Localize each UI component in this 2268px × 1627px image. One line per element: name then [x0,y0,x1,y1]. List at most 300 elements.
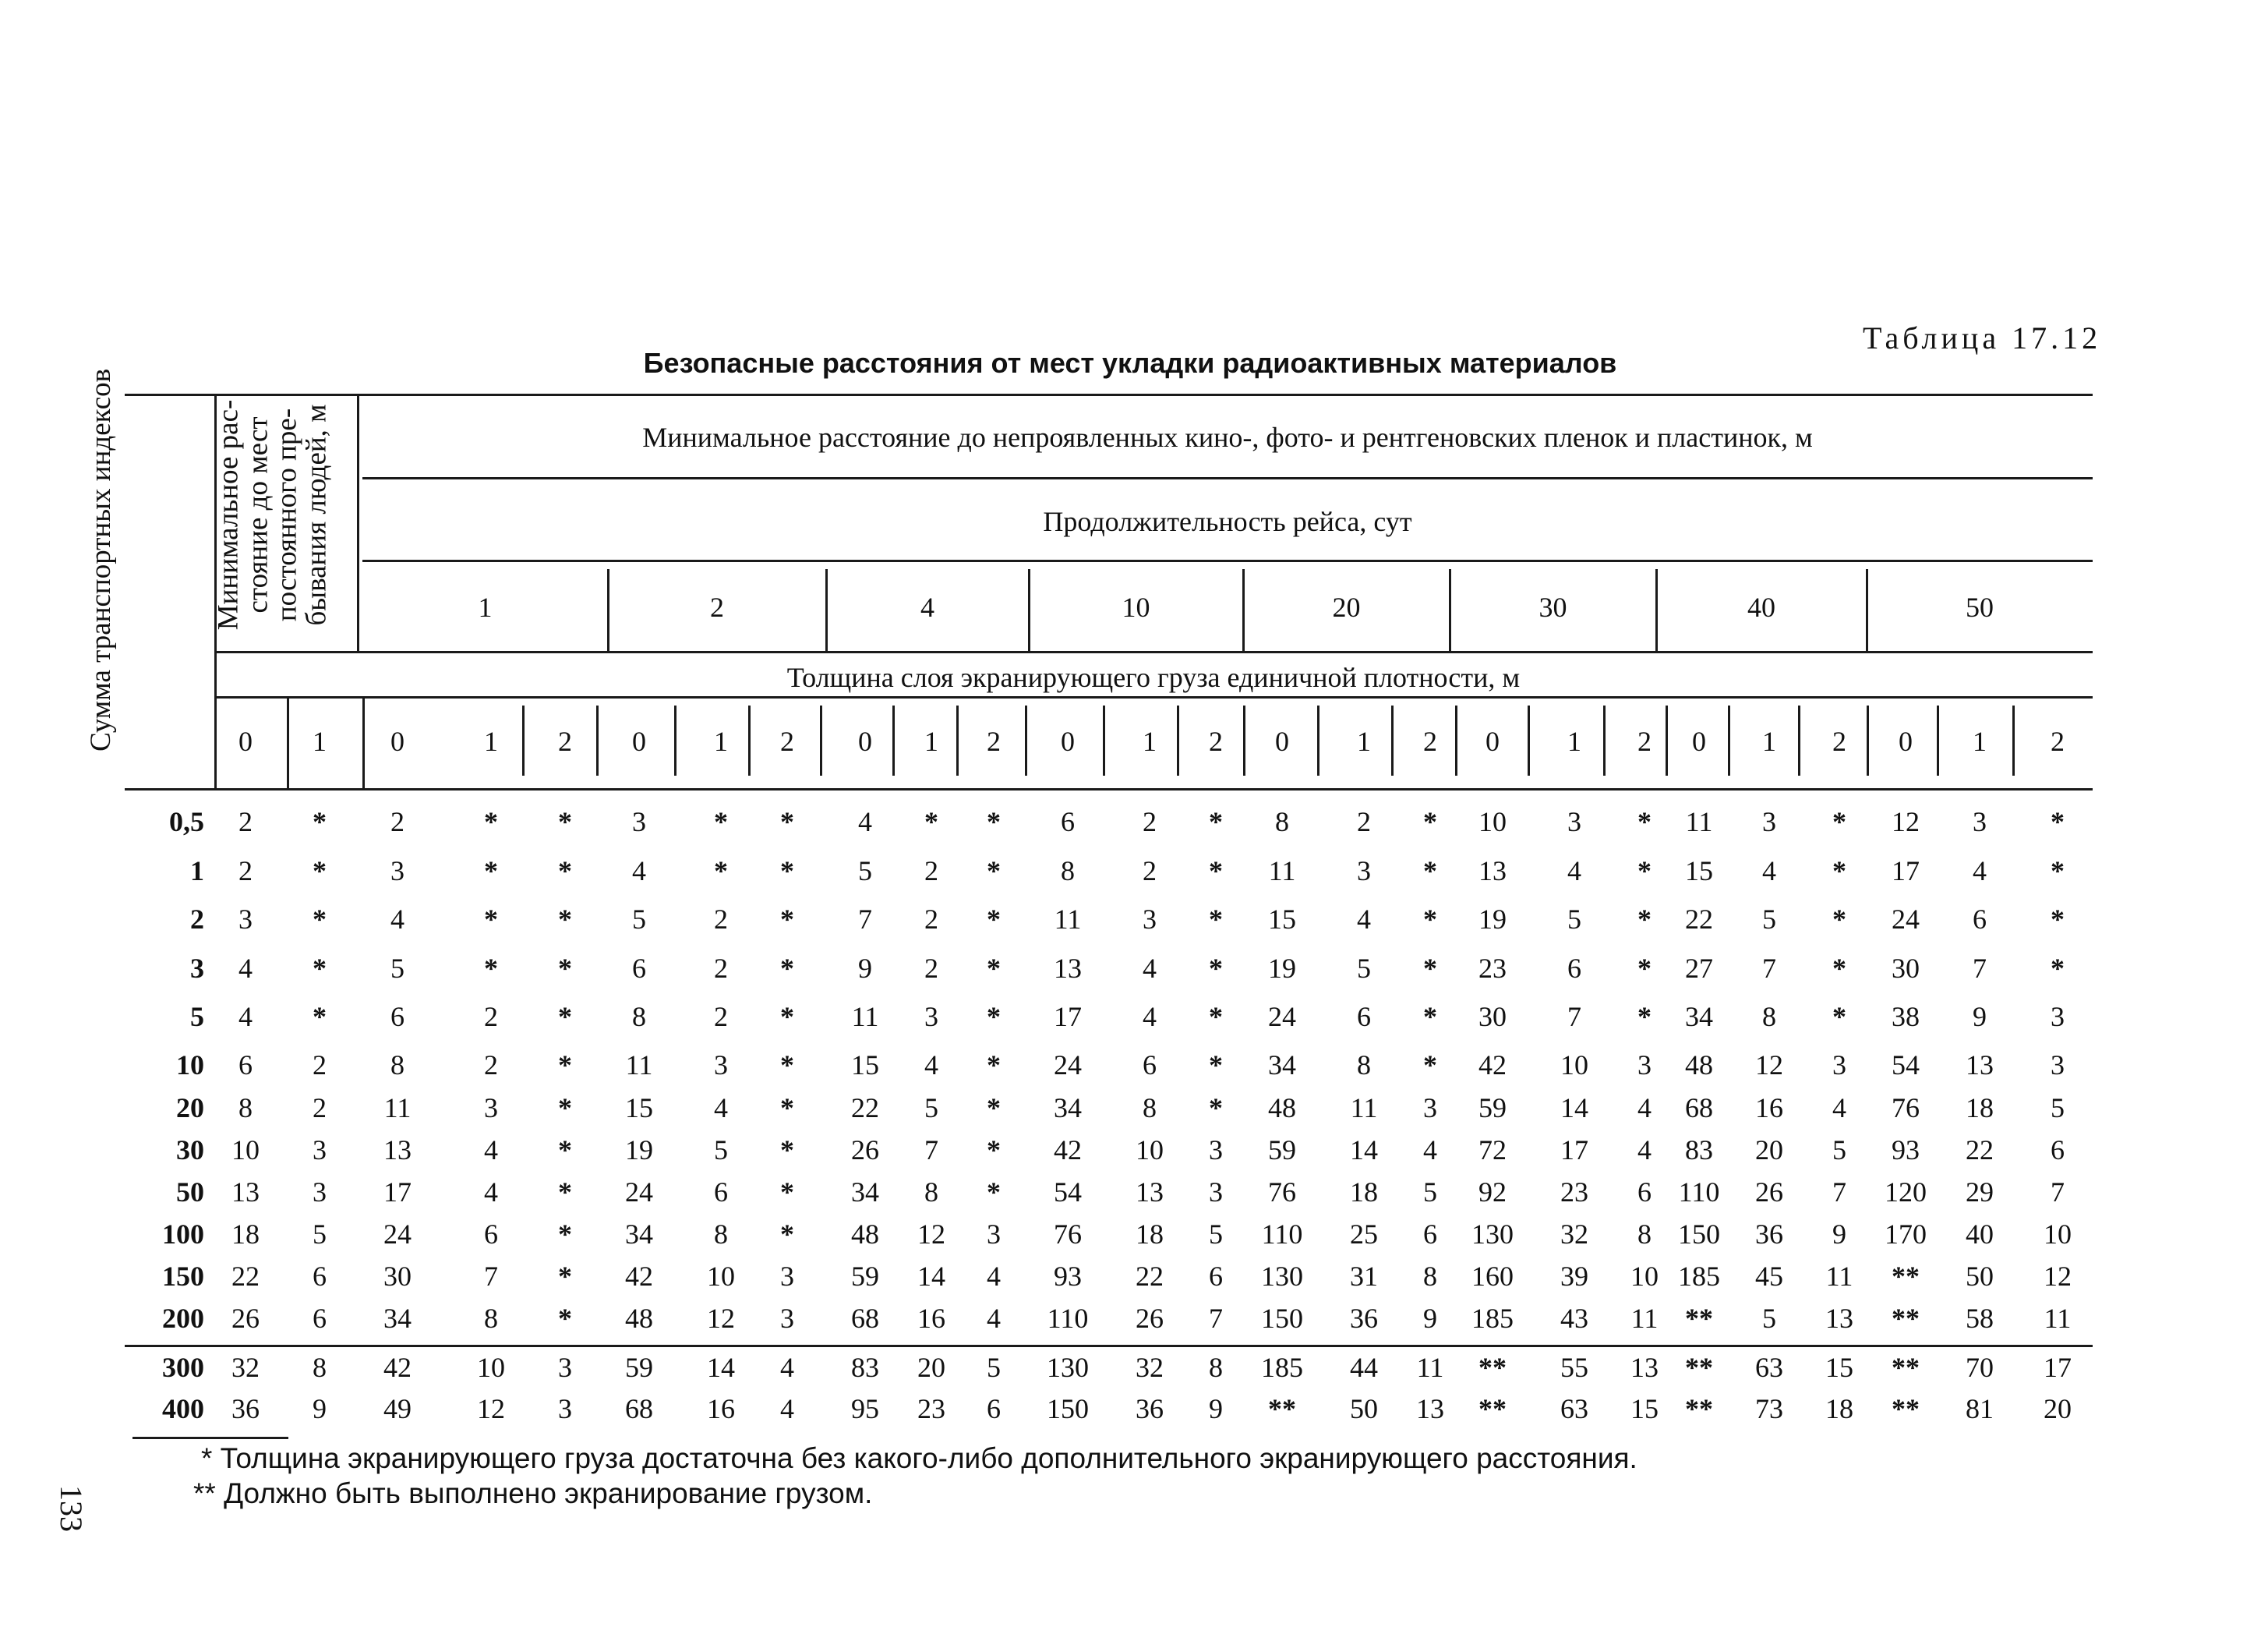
table-cell: 3 [2051,1049,2065,1081]
table-cell: 7 [1762,953,1776,984]
table-cell: 50 [1966,1261,1994,1292]
table-cell: 13 [1416,1393,1444,1424]
table-cell: 6 [1357,1001,1371,1032]
table-cell: 3 [238,904,253,935]
table-cell: 16 [1755,1092,1783,1123]
table-cell: 32 [1560,1218,1588,1250]
table-cell: 14 [1350,1134,1378,1165]
table-cell: 22 [1966,1134,1994,1165]
table-cell: ** [1892,1261,1920,1292]
table-cell: 49 [383,1393,412,1424]
table-cell: 59 [1268,1134,1296,1165]
table-cell: 8 [924,1176,938,1208]
table-cell: 76 [1892,1092,1920,1123]
table-cell: 3 [780,1303,794,1334]
duration-label: 20 [1332,592,1361,623]
rule-top [125,394,2093,396]
table-cell: * [1637,904,1652,935]
table-cell: 4 [1637,1092,1652,1123]
table-cell: * [484,953,498,984]
table-cell: 4 [1973,855,1987,886]
table-cell: 12 [917,1218,945,1250]
table-cell: 5 [924,1092,938,1123]
row-index: 300 [162,1352,204,1383]
table-cell: 9 [1973,1001,1987,1032]
table-cell: 9 [858,953,872,984]
rule-thickness [214,696,2093,699]
table-cell: 76 [1054,1218,1082,1250]
table-cell: 23 [917,1393,945,1424]
vline-sub-13 [1243,706,1245,776]
table-cell: * [558,806,572,837]
table-cell: 19 [1268,953,1296,984]
table-cell: 11 [851,1001,879,1032]
table-cell: 16 [917,1303,945,1334]
table-cell: 63 [1560,1393,1588,1424]
table-cell: 2 [924,855,938,886]
row-index: 2 [190,904,204,935]
table-cell: 12 [1892,806,1920,837]
table-cell: 17 [1054,1001,1082,1032]
vline-sub-20 [1728,706,1730,776]
row-index: 10 [176,1049,204,1081]
table-cell: 13 [1136,1176,1164,1208]
table-cell: * [1832,1001,1846,1032]
table-cell: 23 [1478,953,1507,984]
rule-bottom [132,1437,288,1439]
vline-sub-9 [956,706,959,776]
table-cell: 2 [714,953,728,984]
duration-label: 1 [478,592,493,623]
table-cell: 11 [1416,1352,1444,1383]
table-cell: 2 [1143,806,1157,837]
table-cell: 12 [477,1393,505,1424]
table-cell: 10 [1478,806,1507,837]
table-cell: 83 [1685,1134,1713,1165]
duration-label: 4 [920,592,934,623]
table-cell: * [1209,806,1223,837]
table-cell: * [1423,1049,1437,1081]
vline-duration-1 [825,569,828,651]
table-cell: 3 [313,1176,327,1208]
table-cell: 11 [1630,1303,1659,1334]
table-cell: * [780,1092,794,1123]
row-index: 200 [162,1303,204,1334]
table-cell: 6 [632,953,646,984]
table-cell: 13 [1966,1049,1994,1081]
table-cell: 42 [625,1261,653,1292]
table-cell: 15 [1630,1393,1659,1424]
table-cell: 18 [1350,1176,1378,1208]
table-cell: 36 [231,1393,260,1424]
table-cell: 59 [625,1352,653,1383]
table-cell: 4 [1567,855,1581,886]
thickness-sub-label: 0 [1061,726,1075,757]
table-cell: 6 [313,1303,327,1334]
table-cell: ** [1478,1393,1507,1424]
thickness-sub-label: 0 [1275,726,1289,757]
table-cell: 2 [1357,806,1371,837]
table-cell: * [2051,855,2065,886]
table-cell: ** [1685,1303,1713,1334]
table-cell: 185 [1471,1303,1514,1334]
table-cell: 27 [1685,953,1713,984]
table-cell: 8 [1637,1218,1652,1250]
thickness-sub-label: 1 [1973,726,1987,757]
table-cell: 26 [1136,1303,1164,1334]
table-cell: * [780,1001,794,1032]
table-cell: 59 [851,1261,879,1292]
table-cell: * [1832,855,1846,886]
table-cell: 30 [1478,1001,1507,1032]
vline-sub-3 [522,706,525,776]
thickness-sub-label: 2 [1832,726,1846,757]
table-cell: * [558,904,572,935]
table-cell: 6 [1567,953,1581,984]
vline-sub-5 [674,706,677,776]
table-cell: 39 [1560,1261,1588,1292]
rule-duration-header [362,560,2093,562]
table-cell: 13 [1825,1303,1853,1334]
table-cell: 4 [780,1393,794,1424]
table-label: Таблица 17.12 [1863,320,2102,355]
table-cell: 4 [1762,855,1776,886]
table-cell: 4 [484,1176,498,1208]
table-cell: * [987,806,1001,837]
table-cell: 22 [1685,904,1713,935]
table-cell: 2 [313,1049,327,1081]
row-index: 3 [190,953,204,984]
table-cell: 4 [1832,1092,1846,1123]
table-cell: 3 [1209,1176,1223,1208]
vline-sub-6 [748,706,751,776]
table-cell: * [924,806,938,837]
table-cell: 7 [484,1261,498,1292]
table-cell: 48 [1268,1092,1296,1123]
table-cell: 68 [625,1393,653,1424]
table-cell: * [558,1092,572,1123]
table-cell: 42 [1478,1049,1507,1081]
table-cell: 11 [1825,1261,1853,1292]
table-cell: * [1423,806,1437,837]
table-cell: 2 [1143,855,1157,886]
table-cell: 110 [1261,1218,1303,1250]
table-cell: 8 [1061,855,1075,886]
duration-label: 2 [710,592,724,623]
table-cell: 6 [714,1176,728,1208]
table-cell: 34 [1268,1049,1296,1081]
vline-duration-4 [1449,569,1451,651]
table-cell: 17 [1892,855,1920,886]
table-cell: 5 [714,1134,728,1165]
table-cell: 11 [625,1049,653,1081]
table-cell: 185 [1261,1352,1303,1383]
duration-label: 10 [1122,592,1150,623]
table-cell: 5 [987,1352,1001,1383]
table-cell: 6 [238,1049,253,1081]
table-cell: 32 [231,1352,260,1383]
table-cell: * [780,1049,794,1081]
thickness-sub-label: 2 [1209,726,1223,757]
table-cell: 150 [1678,1218,1720,1250]
table-cell: 4 [858,806,872,837]
table-cell: 5 [1762,904,1776,935]
vline-sub-23 [1937,706,1939,776]
table-cell: 6 [484,1218,498,1250]
table-cell: 50 [1350,1393,1378,1424]
table-cell: 12 [2044,1261,2072,1292]
table-cell: 95 [851,1393,879,1424]
table-cell: 16 [707,1393,735,1424]
table-cell: 3 [1762,806,1776,837]
table-cell: * [2051,904,2065,935]
column-header-min-people: Минимальное рас- стояние до мест постоянного пре- бывания людей, м [212,399,333,631]
table-cell: ** [1892,1303,1920,1334]
table-cell: 5 [1832,1134,1846,1165]
thickness-sub-label: 2 [2051,726,2065,757]
row-index: 5 [190,1001,204,1032]
thickness-sub-label: 2 [987,726,1001,757]
table-cell: 6 [1143,1049,1157,1081]
table-cell: 25 [1350,1218,1378,1250]
table-cell: ** [1685,1352,1713,1383]
table-cell: * [558,855,572,886]
table-cell: 10 [2044,1218,2072,1250]
table-cell: * [558,1303,572,1334]
vline-min [357,394,359,651]
table-cell: * [313,953,327,984]
row-index: 1 [190,855,204,886]
table-cell: 9 [1423,1303,1437,1334]
table-cell: 14 [1560,1092,1588,1123]
table-cell: 3 [1973,806,1987,837]
table-cell: 14 [917,1261,945,1292]
duration-label: 50 [1966,592,1994,623]
table-cell: 4 [987,1261,1001,1292]
table-cell: * [1832,806,1846,837]
thickness-sub-label: 1 [313,726,327,757]
table-cell: 2 [238,806,253,837]
table-cell: 110 [1678,1176,1720,1208]
table-cell: 7 [1832,1176,1846,1208]
vline-sub-14 [1317,706,1319,776]
table-cell: * [1209,1049,1223,1081]
table-cell: * [313,904,327,935]
table-cell: 5 [390,953,404,984]
table-cell: 4 [238,953,253,984]
table-cell: 15 [1685,855,1713,886]
table-cell: * [558,1261,572,1292]
table-cell: 7 [924,1134,938,1165]
row-index: 150 [162,1261,204,1292]
table-cell: 3 [1637,1049,1652,1081]
table-cell: 130 [1471,1218,1514,1250]
table-cell: 43 [1560,1303,1588,1334]
table-cell: 59 [1478,1092,1507,1123]
table-cell: 3 [987,1218,1001,1250]
table-cell: 22 [231,1261,260,1292]
table-cell: 2 [484,1001,498,1032]
table-cell: * [313,855,327,886]
thickness-sub-label: 1 [1143,726,1157,757]
table-cell: 4 [1143,1001,1157,1032]
table-cell: 130 [1261,1261,1303,1292]
vline-duration-2 [1028,569,1030,651]
table-cell: 44 [1350,1352,1378,1383]
table-cell: * [987,953,1001,984]
table-cell: 5 [1423,1176,1437,1208]
table-cell: * [313,806,327,837]
table-cell: * [558,1134,572,1165]
table-cell: 11 [1685,806,1713,837]
table-cell: 2 [714,1001,728,1032]
table-cell: 8 [632,1001,646,1032]
table-cell: 9 [1209,1393,1223,1424]
table-cell: 2 [313,1092,327,1123]
table-cell: 23 [1560,1176,1588,1208]
thickness-sub-label: 1 [1357,726,1371,757]
table-cell: 120 [1885,1176,1927,1208]
table-cell: * [987,1049,1001,1081]
table-cell: 3 [714,1049,728,1081]
rule-film-header [362,477,2093,479]
table-cell: 73 [1755,1393,1783,1424]
table-cell: * [558,1049,572,1081]
table-cell: 20 [2044,1393,2072,1424]
table-cell: * [1209,904,1223,935]
table-cell: * [558,1176,572,1208]
table-cell: 5 [632,904,646,935]
table-cell: 17 [2044,1352,2072,1383]
table-cell: 15 [1825,1352,1853,1383]
column-header-shield-thickness: Толщина слоя экранирующего груза единичной плотности, м [786,662,1521,693]
table-cell: * [484,806,498,837]
row-index: 50 [176,1176,204,1208]
table-cell: * [987,1001,1001,1032]
table-cell: 8 [1143,1092,1157,1123]
table-cell: 18 [1136,1218,1164,1250]
table-cell: 6 [1423,1218,1437,1250]
table-cell: 7 [2051,1176,2065,1208]
vline-duration-0 [607,569,609,651]
table-cell: 54 [1054,1176,1082,1208]
table-cell: 19 [1478,904,1507,935]
table-cell: * [987,904,1001,935]
vline-duration-5 [1655,569,1658,651]
table-cell: 2 [714,904,728,935]
table-cell: 7 [1973,953,1987,984]
table-cell: 17 [383,1176,412,1208]
table-cell: 34 [1054,1092,1082,1123]
table-cell: 5 [858,855,872,886]
table-cell: 24 [1054,1049,1082,1081]
row-index: 0,5 [169,806,204,837]
table-cell: 12 [1755,1049,1783,1081]
thickness-sub-label: 2 [558,726,572,757]
table-cell: 31 [1350,1261,1378,1292]
table-cell: 70 [1966,1352,1994,1383]
table-cell: * [987,1092,1001,1123]
table-cell: 22 [851,1092,879,1123]
table-cell: 13 [383,1134,412,1165]
vline-people-film [362,698,365,788]
column-header-trip-duration: Продолжительность рейса, сут [1043,506,1412,537]
table-cell: 6 [1637,1176,1652,1208]
table-cell: 24 [1892,904,1920,935]
table-cell: * [780,1134,794,1165]
table-cell: 4 [780,1352,794,1383]
table-cell: 15 [1268,904,1296,935]
thickness-sub-label: 1 [1762,726,1776,757]
table-cell: 3 [1357,855,1371,886]
thickness-sub-label: 0 [238,726,253,757]
table-cell: 4 [238,1001,253,1032]
table-cell: 3 [1832,1049,1846,1081]
table-cell: 6 [313,1261,327,1292]
table-cell: 6 [987,1393,1001,1424]
table-cell: 3 [1143,904,1157,935]
column-header-sum-index: Сумма транспортных индексов [85,368,118,752]
duration-label: 30 [1538,592,1567,623]
table-cell: 3 [390,855,404,886]
table-cell: ** [1685,1393,1713,1424]
table-cell: 24 [1268,1001,1296,1032]
table-cell: * [1637,1001,1652,1032]
table-cell: * [1209,1001,1223,1032]
table-cell: 19 [625,1134,653,1165]
table-cell: 48 [851,1218,879,1250]
vline-sub-22 [1867,706,1869,776]
table-cell: 5 [1762,1303,1776,1334]
table-cell: 4 [1637,1134,1652,1165]
table-cell: 130 [1047,1352,1089,1383]
table-title: Безопасные расстояния от мест укладки радиоактивных материалов [643,347,1617,379]
table-cell: 10 [707,1261,735,1292]
vline-duration-6 [1866,569,1868,651]
table-cell: * [780,1218,794,1250]
vline-sub-21 [1798,706,1800,776]
table-cell: 10 [231,1134,260,1165]
table-cell: * [714,855,728,886]
thickness-sub-label: 2 [1423,726,1437,757]
table-cell: 3 [924,1001,938,1032]
thickness-sub-label: 0 [390,726,404,757]
table-cell: 4 [1423,1134,1437,1165]
table-cell: * [1637,855,1652,886]
table-cell: 10 [1630,1261,1659,1292]
table-cell: * [1209,953,1223,984]
table-cell: * [2051,953,2065,984]
table-cell: 83 [851,1352,879,1383]
table-cell: 8 [1275,806,1289,837]
table-cell: 8 [714,1218,728,1250]
table-cell: 26 [851,1134,879,1165]
vline-sub-24 [2012,706,2015,776]
table-cell: ** [1892,1352,1920,1383]
table-cell: 4 [1357,904,1371,935]
table-cell: 3 [558,1352,572,1383]
table-cell: 6 [390,1001,404,1032]
table-cell: 20 [1755,1134,1783,1165]
table-cell: 7 [1209,1303,1223,1334]
table-cell: 4 [632,855,646,886]
table-cell: * [987,855,1001,886]
table-cell: * [2051,806,2065,837]
table-cell: 11 [383,1092,412,1123]
table-cell: 11 [2044,1303,2072,1334]
rule-header-bottom [125,788,2093,791]
table-cell: 81 [1966,1393,1994,1424]
